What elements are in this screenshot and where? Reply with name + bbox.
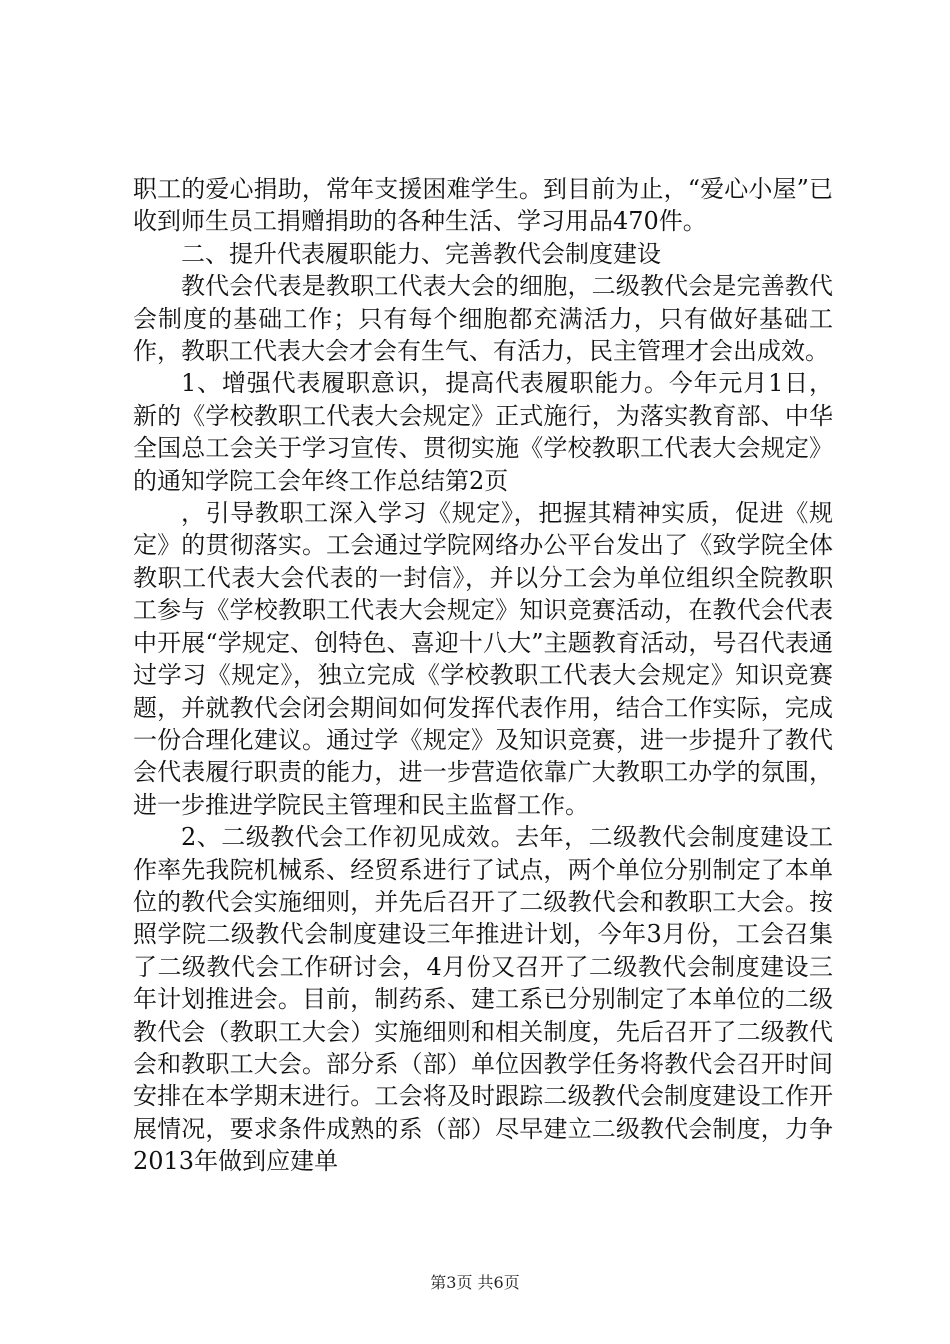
paragraph-3: 1、增强代表履职意识，提高代表履职能力。今年元月1日，新的《学校教职工代表大会规定》正式施行，为落实教育部、中华全国总工会关于学习宣传、贯彻实施《学校教职工代表大会规定》的通知学院工会年终工作总结第2页 xyxy=(133,369,833,495)
paragraph-2: 教代会代表是教职工代表大会的细胞，二级教代会是完善教代会制度的基础工作；只有每个细胞都充满活力，只有做好基础工作，教职工代表大会才会有生气、有活力，民主管理才会出成效。 xyxy=(133,272,833,366)
section-heading: 二、提升代表履职能力、完善教代会制度建设 xyxy=(181,239,661,268)
paragraph-5: 2、二级教代会工作初见成效。去年，二级教代会制度建设工作率先我院机械系、经贸系进行了试点，两个单位分别制定了本单位的教代会实施细则，并先后召开了二级教代会和教职工大会。按照学院二级教代会制度建设三年推进计划，今年3月份，工会召集了二级教代会工作研讨会，4月份又召开了二级教代会制度建设三年计划推进会。目前，制药系、建工系已分别制定了本单位的二级教代会（教职工大会）实施细则和相关制度，先后召开了二级教代会和教职工大会。部分系（部）单位因教学任务将教代会召开时间安排在本学期末进行。工会将及时跟踪二级教代会制度建设工作开展情况，要求条件成熟的系（部）尽早建立二级教代会制度，力争2013年做到应建单 xyxy=(133,823,833,1176)
paragraph-4: ，引导教职工深入学习《规定》，把握其精神实质，促进《规定》的贯彻落实。工会通过学院网络办公平台发出了《致学院全体教职工代表大会代表的一封信》，并以分工会为单位组织全院教职工参与《学校教职工代表大会规定》知识竞赛活动，在教代会代表中开展“学规定、创特色、喜迎十八大”主题教育活动，号召代表通过学习《规定》，独立完成《学校教职工代表大会规定》知识竞赛题，并就教代会闭会期间如何发挥代表作用，结合工作实际，完成一份合理化建议。通过学《规定》及知识竞赛，进一步提升了教代会代表履行职责的能力，进一步营造依靠广大教职工办学的氛围，进一步推进学院民主管理和民主监督工作。 xyxy=(133,499,833,819)
paragraph-1: 职工的爱心捐助，常年支援困难学生。到目前为止，“爱心小屋”已收到师生员工捐赠捐助的各种生活、学习用品470件。 xyxy=(133,175,833,236)
document-body xyxy=(133,173,833,1178)
page-number-footer: 第3页 共6页 xyxy=(430,1273,520,1292)
